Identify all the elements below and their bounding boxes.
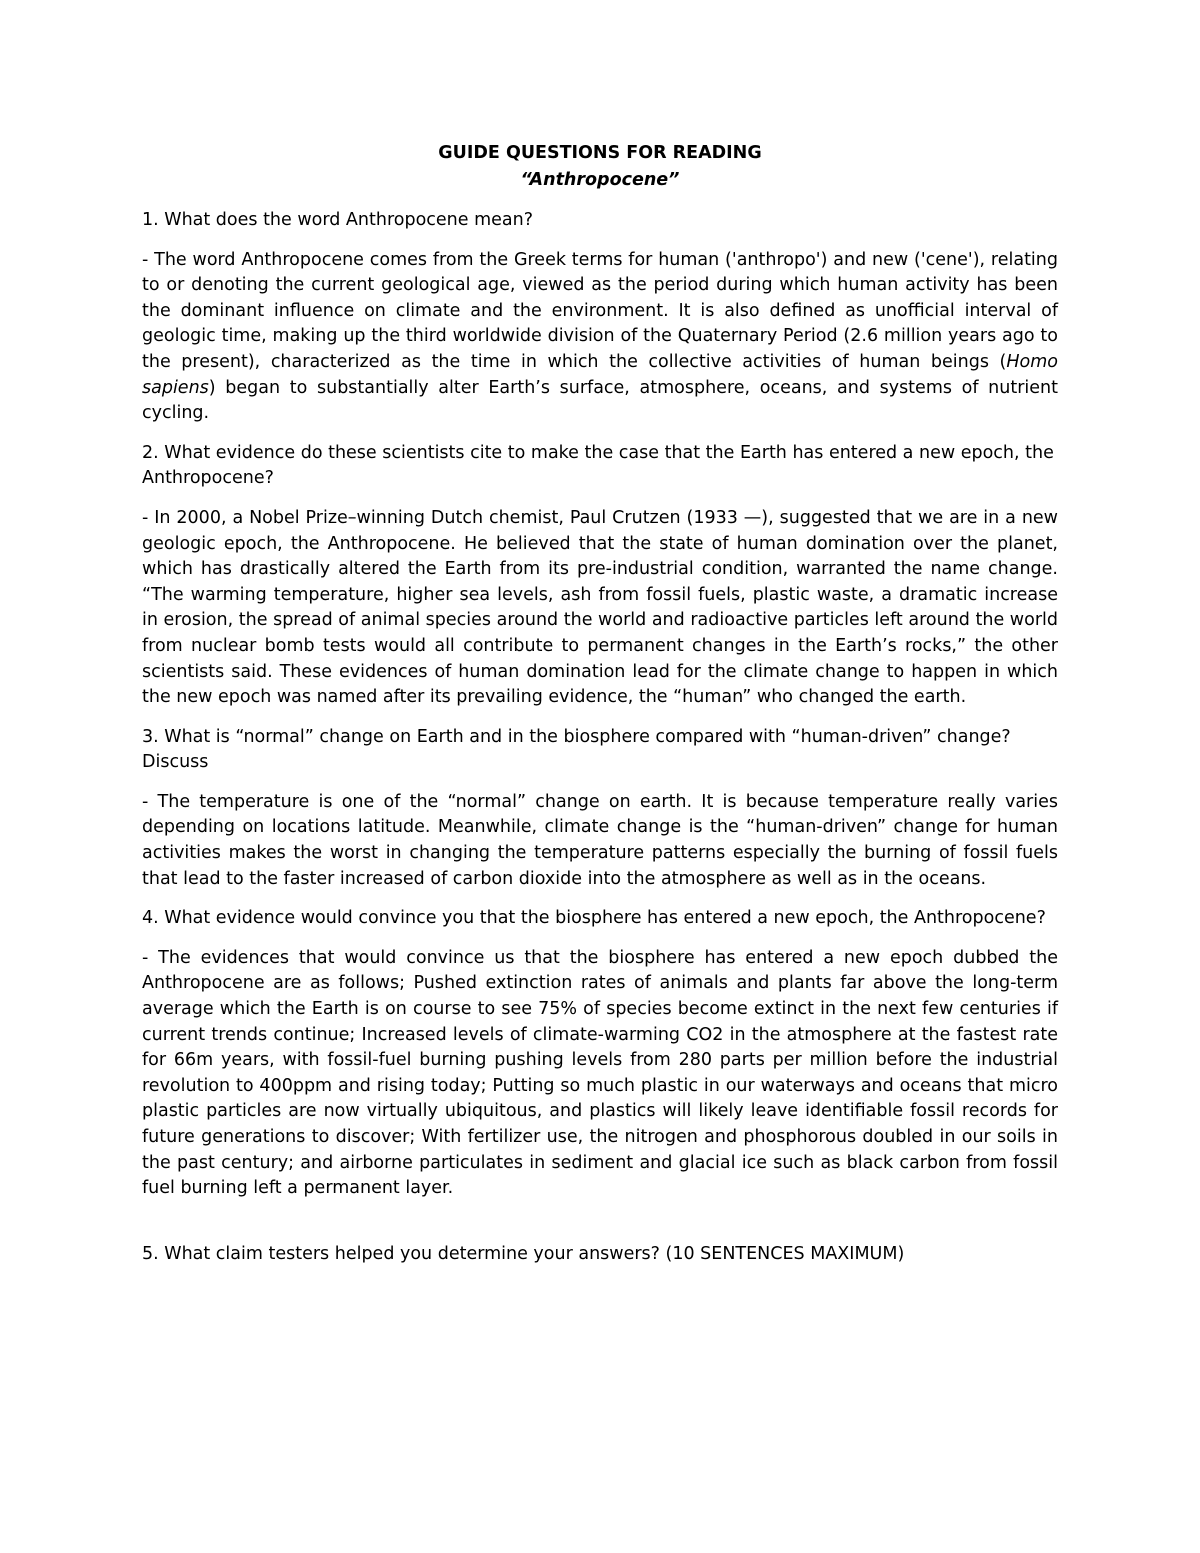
document-subtitle: “Anthropocene” [520,170,680,190]
answer-4: - The evidences that would convince us that the biosphere has entered a new epoch dubbed the Anthropocene are as follows; Pushed extinction rates of animals and plants far above the long-term average which the Earth is on course to see 75% of species become extinct in the next few centuries if current trends continue; Increased levels of climate-warming CO2 in the atmosphere at the fastest rate for 66m years, with fossil-fuel burning pushing levels from 280 parts per million before the industrial revolution to 400ppm and rising today; Putting so much plastic in our waterways and oceans that micro plastic particles are now virtually ubiquitous, and plastics will likely leave identifiable fossil records for future generations to discover; With fertilizer use, the nitrogen and phosphorous doubled in our soils in the past century; and airborne particulates in sediment and glacial ice such as black carbon from fossil fuel burning left a permanent layer. [142,947,1058,1199]
document-page [142,140,1058,1281]
document-title: GUIDE QUESTIONS FOR READING [438,143,762,163]
answer-1-text-b: ) began to substantially alter Earth’s surface, atmosphere, oceans, and systems of nutrient cycling. [142,377,1058,424]
answer-3: - The temperature is one of the “normal” change on earth. It is because temperature really varies depending on locations latitude. Meanwhile, climate change is the “human-driven” change for human activities makes the worst in changing the temperature patterns especially the burning of fossil fuels that lead to the faster increased of carbon dioxide into the atmosphere as well as in the oceans. [142,791,1058,889]
answer-2: - In 2000, a Nobel Prize–winning Dutch chemist, Paul Crutzen (1933 —), suggested that we are in a new geologic epoch, the Anthropocene. He believed that the state of human domination over the planet, which has drastically altered the Earth from its pre-industrial condition, warranted the name change. “The warming temperature, higher sea levels, ash from fossil fuels, plastic waste, a dramatic increase in erosion, the spread of animal species around the world and radioactive particles left around the world from nuclear bomb tests would all contribute to permanent changes in the Earth’s rocks,” the other scientists said. These evidences of human domination lead for the climate change to happen in which the new epoch was named after its prevailing evidence, the “human” who changed the earth. [142,507,1058,708]
answer-1-text-a: - The word Anthropocene comes from the Greek terms for human ('anthropo') and new ('cene'), relating to or denoting the current geological age, viewed as the period during which human activity has been the dominant influence on climate and the environment. It is also defined as unofficial interval of geologic time, making up the third worldwide division of the Quaternary Period (2.6 million years ago to the present), characterized as the time in which the collective activities of human beings ( [142,249,1058,372]
answer-1-italic-term: Homo sapiens [142,351,1058,398]
question-5: 5. What claim testers helped you determine your answers? (10 SENTENCES MAXIMUM) [142,1243,905,1264]
question-4: 4. What evidence would convince you that the biosphere has entered a new epoch, the Anthropocene? [142,908,1046,929]
answer-1 [142,248,1058,427]
question-3: 3. What is “normal” change on Earth and in the biosphere compared with “human-driven” change? Discuss [142,726,1011,773]
question-2: 2. What evidence do these scientists cite to make the case that the Earth has entered a new epoch, the Anthropocene? [142,442,1054,489]
question-1: 1. What does the word Anthropocene mean? [142,210,533,230]
